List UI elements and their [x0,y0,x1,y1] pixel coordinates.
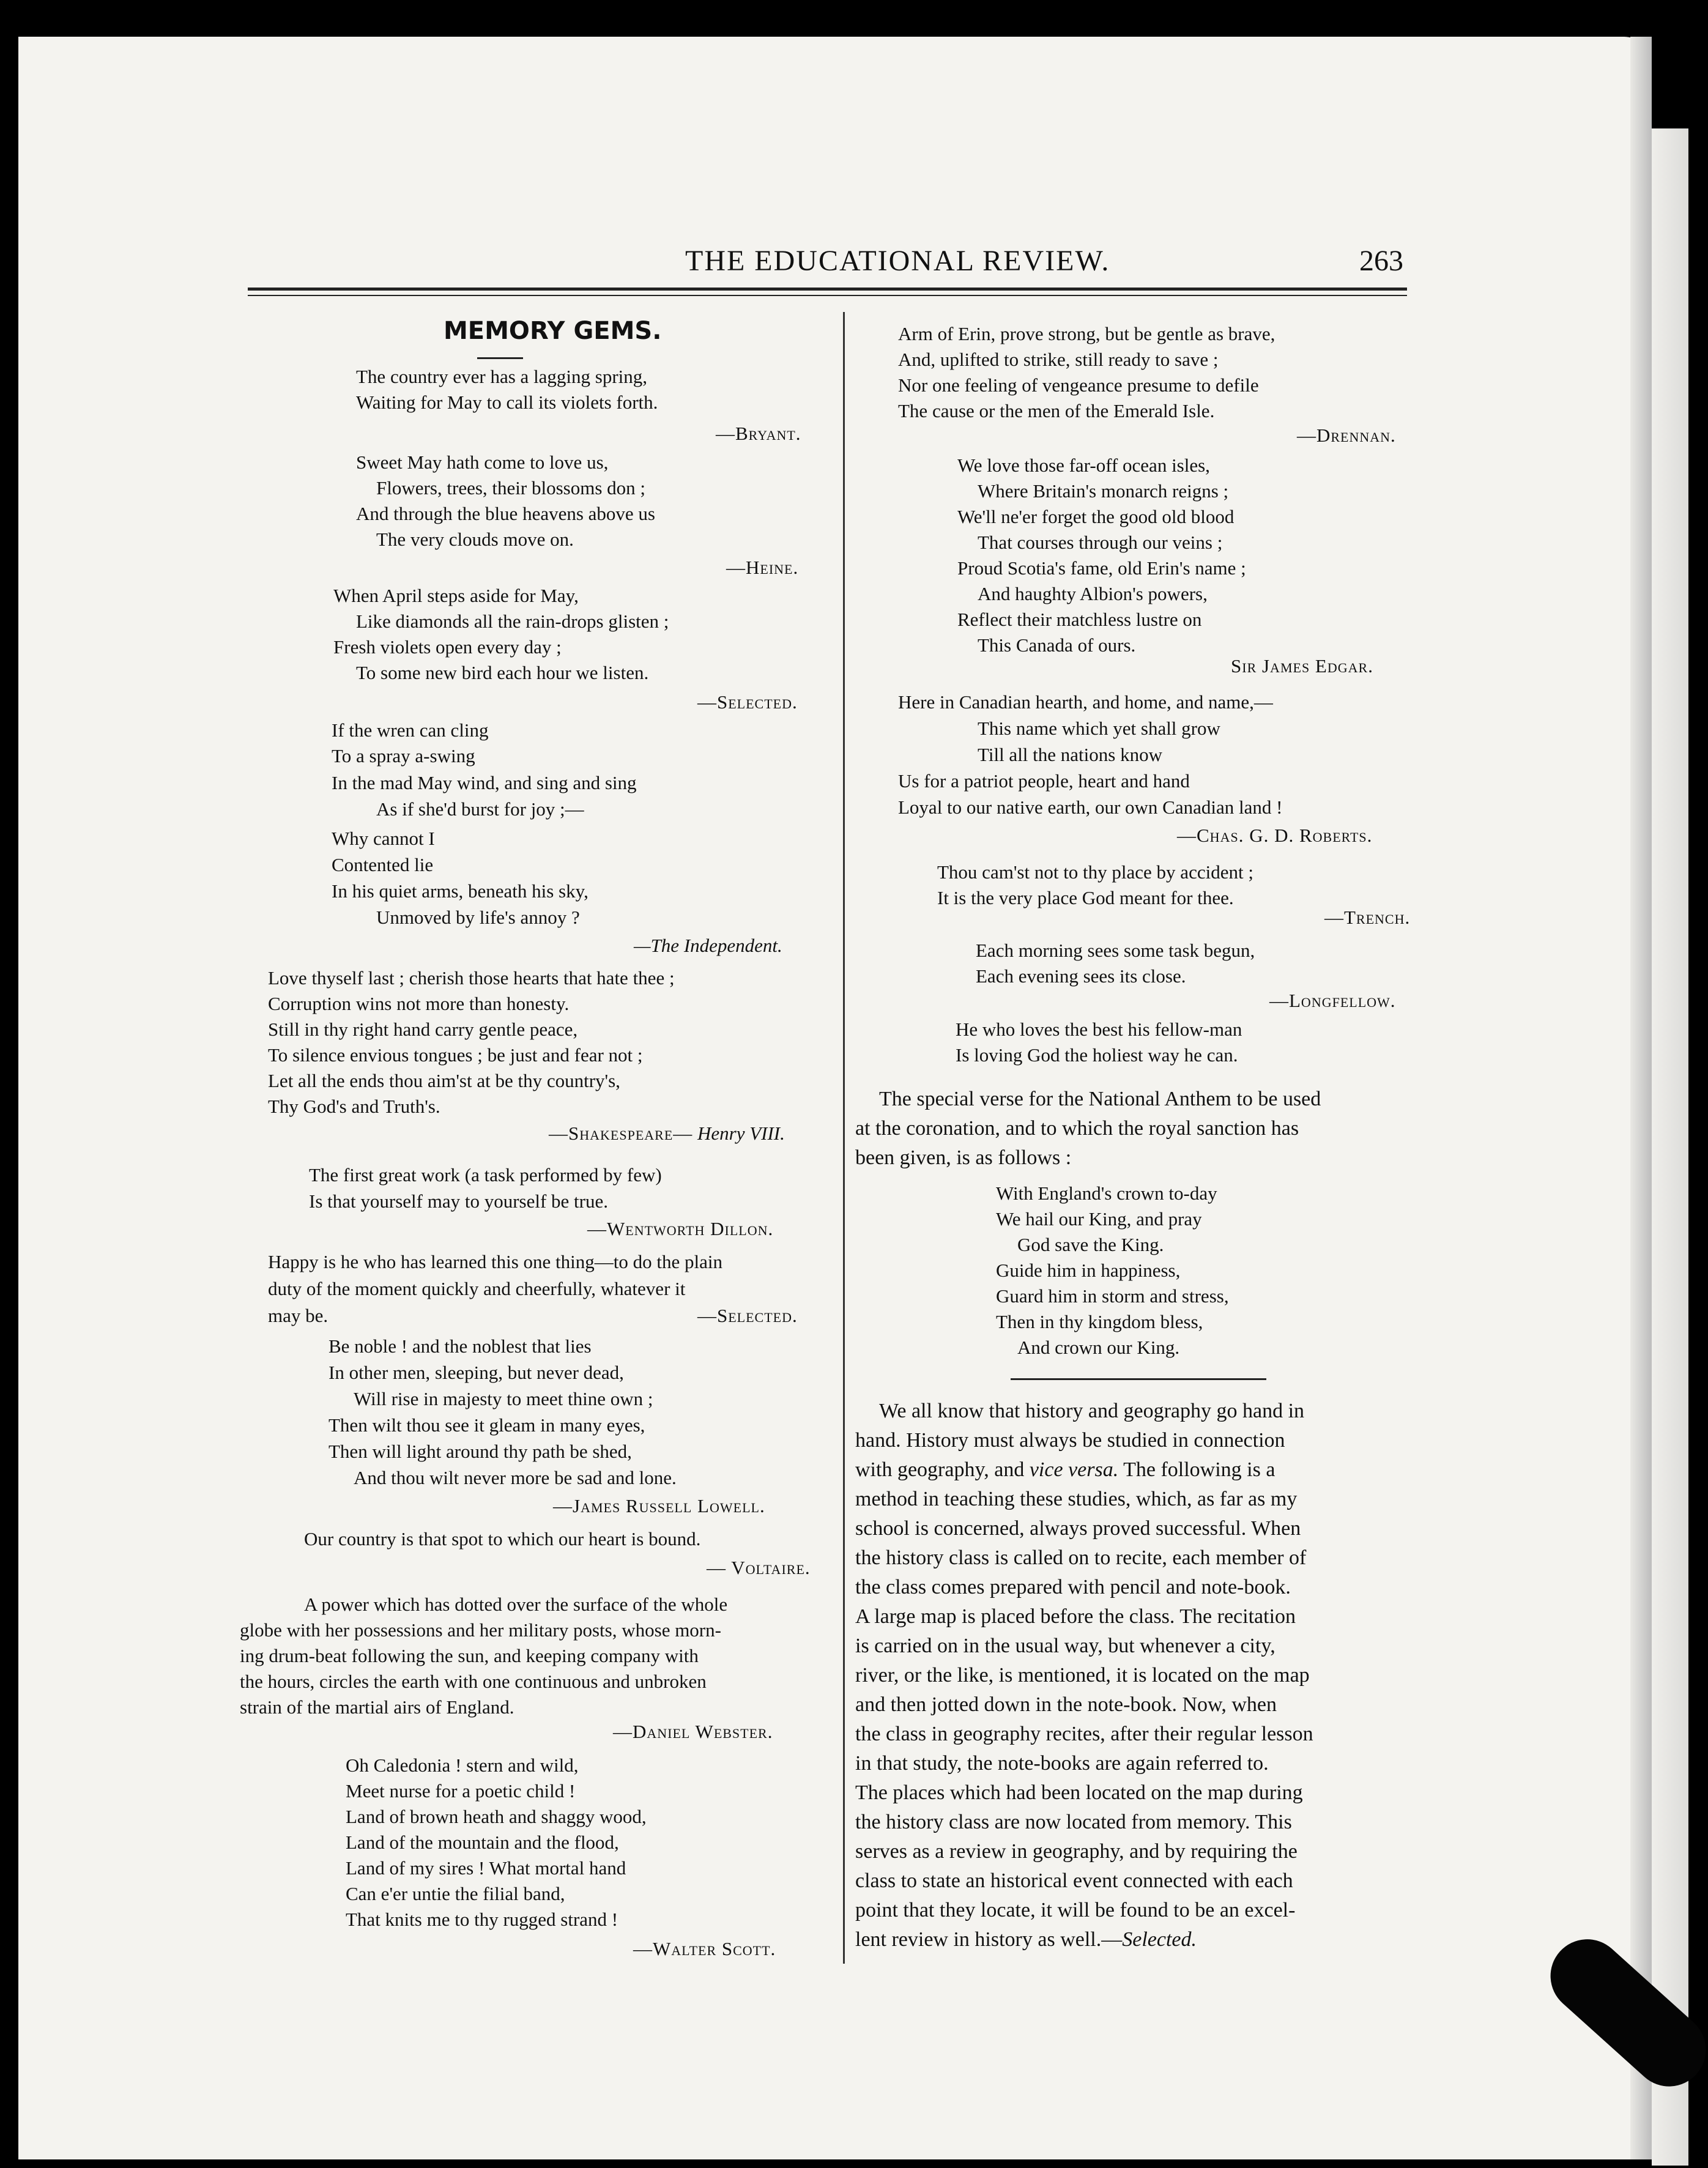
attribution: Sir James Edgar. [1231,655,1373,677]
prose-line: the class comes prepared with pencil and note-book. [855,1576,1291,1598]
attribution: —Walter Scott. [633,1938,776,1959]
text-line: Why cannot I [332,828,435,849]
text-line: Land of the mountain and the flood, [346,1832,619,1853]
text-line: Where Britain's monarch reigns ; [978,480,1229,502]
anthem-line: And crown our King. [1017,1337,1180,1358]
text-line: This name which yet shall grow [978,718,1220,739]
text-line: Waiting for May to call its violets forth. [356,392,658,413]
prose-line: been given, is as follows : [855,1146,1072,1169]
text-line: To some new bird each hour we listen. [356,662,649,683]
text-line: The cause or the men of the Emerald Isle. [898,400,1215,421]
prose-line: school is concerned, always proved successful. When [855,1517,1301,1540]
text-line: Still in thy right hand carry gentle peace, [268,1019,578,1040]
attribution: Selected. [1122,1928,1197,1951]
text-line: To silence envious tongues ; be just and fear not ; [268,1044,643,1066]
attribution-work: Henry VIII. [697,1123,785,1144]
text-line: Is loving God the holiest way he can. [956,1044,1238,1066]
text-line: Loyal to our native earth, our own Canadian land ! [898,796,1283,818]
column-divider [843,312,845,1964]
text-line: And, uplifted to strike, still ready to save ; [898,349,1219,370]
attribution: —James Russell Lowell. [553,1495,765,1516]
prose-line: The special verse for the National Anthem to be used [879,1088,1321,1110]
prose-line: and then jotted down in the note-book. Now, when [855,1693,1277,1716]
prose-line: The places which had been located on the map during [855,1781,1303,1804]
text-line: Arm of Erin, prove strong, but be gentle as brave, [898,323,1275,344]
page-edge-shadow [1630,37,1652,2159]
next-page-edge [1652,128,1688,2166]
attribution: —The Independent. [634,935,782,956]
prose-line: is carried on in the usual way, but whenever a city, [855,1635,1275,1657]
text-line: If the wren can cling [332,719,489,741]
text-line: In his quiet arms, beneath his sky, [332,880,589,902]
attribution: —Drennan. [1297,425,1396,446]
prose-text: lent review in history as well.— [855,1928,1123,1951]
text-line: Sweet May hath come to love us, [356,451,609,473]
text-line: Thou cam'st not to thy place by accident ; [937,861,1253,883]
prose-line [855,1929,1197,1950]
header-rule-thick [248,288,1407,291]
attribution: —Selected. [697,691,798,713]
text-line: Land of brown heath and shaggy wood, [346,1806,647,1827]
text-line: As if she'd burst for joy ;— [376,798,584,820]
prose-line: the history class are now located from memory. This [855,1811,1292,1833]
text-line: Happy is he who has learned this one thing—to do the plain [268,1251,723,1272]
attribution: —Chas. G. D. Roberts. [1177,825,1373,846]
text-line: Here in Canadian hearth, and home, and name,— [898,691,1273,713]
text-line: Corruption wins not more than honesty. [268,993,570,1014]
text-line: duty of the moment quickly and cheerfully, whatever it [268,1278,686,1299]
text-line: Land of my sires ! What mortal hand [346,1857,626,1879]
text-line: ing drum-beat following the sun, and keeping company with [240,1645,699,1666]
anthem-line: Guard him in storm and stress, [996,1285,1229,1307]
text-line: Flowers, trees, their blossoms don ; [376,477,645,499]
attribution: —Heine. [726,557,799,578]
text-line: Fresh violets open every day ; [333,636,562,658]
text-line: We love those far-off ocean isles, [957,455,1210,476]
anthem-line: God save the King. [1017,1234,1164,1255]
text-line: may be. [268,1305,329,1326]
journal-title: THE EDUCATIONAL REVIEW. [685,245,1110,277]
text-line: And haughty Albion's powers, [978,583,1208,604]
text-line: strain of the martial airs of England. [240,1696,514,1718]
anthem-line: We hail our King, and pray [996,1208,1202,1230]
text-line: And thou wilt never more be sad and lone. [354,1467,677,1488]
prose-line: A large map is placed before the class. The recitation [855,1605,1296,1628]
prose-line: point that they locate, it will be found to be an excel- [855,1899,1296,1921]
text-line: Each morning sees some task begun, [976,940,1255,961]
text-line: Our country is that spot to which our heart is bound. [304,1528,701,1550]
text-line: Unmoved by life's annoy ? [376,907,580,928]
text-line: Let all the ends thou aim'st at be thy country's, [268,1070,620,1091]
text-line: To a spray a-swing [332,745,475,767]
attribution: —Selected. [697,1305,798,1326]
text-line: A power which has dotted over the surface of the whole [304,1594,728,1615]
prose-line: serves as a review in geography, and by requiring the [855,1840,1298,1863]
running-header [0,240,1708,289]
page-number: 263 [1359,245,1403,277]
section-rule [1011,1378,1266,1380]
attribution: —Longfellow. [1269,990,1396,1011]
text-line: He who loves the best his fellow-man [956,1019,1242,1040]
text-line: We'll ne'er forget the good old blood [957,506,1235,527]
text-line: Meet nurse for a poetic child ! [346,1780,576,1802]
text-line: In the mad May wind, and sing and sing [332,772,637,793]
attribution: —Wentworth Dillon. [587,1218,774,1239]
text-line: Contented lie [332,854,434,875]
anthem-line: Then in thy kingdom bless, [996,1311,1203,1332]
text-line: When April steps aside for May, [333,585,579,606]
prose-line: class to state an historical event connected with each [855,1869,1293,1892]
anthem-line: With England's crown to-day [996,1182,1217,1204]
text-line: the hours, circles the earth with one continuous and unbroken [240,1671,707,1692]
text-line: This Canada of ours. [978,634,1136,656]
text-line: Nor one feeling of vengeance presume to defile [898,374,1259,396]
attribution: —Daniel Webster. [613,1721,773,1742]
prose-line: hand. History must always be studied in connection [855,1429,1285,1452]
text-line: globe with her possessions and her military posts, whose morn- [240,1619,721,1641]
text-line: Reflect their matchless lustre on [957,609,1202,630]
text-line: Each evening sees its close. [976,965,1186,987]
text-line: Then wilt thou see it gleam in many eyes, [329,1414,645,1436]
attribution: —Bryant. [716,423,801,444]
prose-line: We all know that history and geography go hand in [879,1400,1305,1422]
text-line: Be noble ! and the noblest that lies [329,1335,592,1357]
text-line: Thy God's and Truth's. [268,1096,440,1117]
text-line: That knits me to thy rugged strand ! [346,1909,618,1930]
prose-line: method in teaching these studies, which, as far as my [855,1488,1298,1510]
text-line: Till all the nations know [978,744,1162,765]
attribution: — Voltaire. [707,1557,811,1578]
text-line: The very clouds move on. [376,529,574,550]
text-line: Oh Caledonia ! stern and wild, [346,1754,579,1776]
title-dash [477,357,523,359]
attribution: —Trench. [1324,907,1411,928]
prose-line: the history class is called on to recite, each member of [855,1546,1307,1569]
text-line: Proud Scotia's fame, old Erin's name ; [957,557,1246,579]
text-line: Will rise in majesty to meet thine own ; [354,1388,653,1409]
page-sheet [18,37,1649,2159]
text-line: Love thyself last ; cherish those hearts that hate thee ; [268,967,675,989]
prose-line: at the coronation, and to which the royal sanction has [855,1117,1299,1140]
prose-line: the class in geography recites, after their regular lesson [855,1723,1313,1745]
header-rule-thin [248,295,1407,296]
section-title: MEMORY GEMS. [444,317,662,345]
text-line: Like diamonds all the rain-drops glisten ; [356,611,669,632]
text-line: The country ever has a lagging spring, [356,366,648,387]
text-line: That courses through our veins ; [978,532,1223,553]
text-line: And through the blue heavens above us [356,503,655,524]
text-line: The first great work (a task performed by few) [309,1164,662,1186]
text-line: Is that yourself may to yourself be true. [309,1190,608,1212]
text-line: Then will light around thy path be shed, [329,1441,632,1462]
text-line: Can e'er untie the filial band, [346,1883,565,1904]
text-line: It is the very place God meant for thee. [937,887,1234,908]
prose-line: river, or the like, is mentioned, it is located on the map [855,1664,1310,1687]
text-line: Us for a patriot people, heart and hand [898,770,1190,792]
prose-line [855,1460,1275,1480]
prose-line: in that study, the note-books are again referred to. [855,1752,1269,1775]
anthem-line: Guide him in happiness, [996,1260,1181,1281]
attribution: —Shakespeare— [549,1123,693,1144]
italic-phrase: vice versa. [1029,1458,1119,1481]
prose-text: with geography, and [855,1458,1030,1481]
prose-text: The following is a [1118,1458,1275,1481]
text-line: In other men, sleeping, but never dead, [329,1362,624,1383]
